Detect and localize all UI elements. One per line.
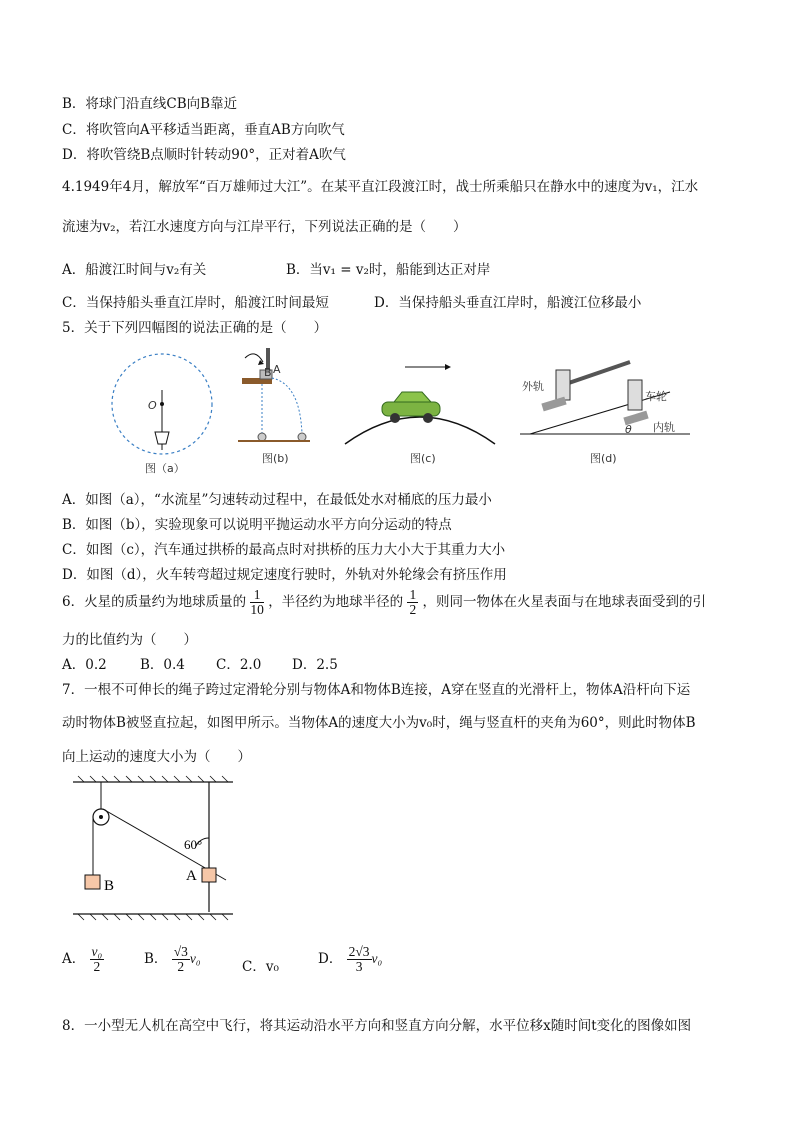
q4-option-a: A．船渡江时间与v₂有关	[62, 262, 207, 278]
angle-label: 60°	[184, 837, 203, 852]
q7-option-b-label: B．	[144, 951, 168, 967]
q6-fraction-mass-numerator: 1	[250, 588, 264, 603]
q6-stem-line2: 力的比值约为（ ）	[62, 632, 197, 648]
q5-option-c: C．如图（c），汽车通过拱桥的最高点时对拱桥的压力大小大于其重力大小	[62, 542, 506, 558]
label-a-ball: A	[273, 363, 281, 376]
q7-option-d-numerator: 2√3	[348, 944, 370, 959]
q7-option-a-label: A．	[62, 951, 86, 967]
q4-stem-line1: 4.1949年4月，解放军“百万雄师过大江”。在某平直江段渡江时，战士所乘船只在静水中的速度为v₁，江水	[62, 179, 699, 195]
q6-stem-c: ，则同一物体在火星表面与在地球表面受到的引	[422, 594, 707, 610]
q7-stem-line1: 7．一根不可伸长的绳子跨过定滑轮分别与物体A和物体B连接，A穿在竖直的光滑杆上，物体A沿杆向下运	[62, 682, 691, 698]
q7-option-d	[318, 945, 382, 974]
q6-fraction-radius-numerator: 1	[409, 587, 417, 602]
q3-option-b: B．将球门沿直线CB向B靠近	[62, 96, 238, 112]
caption-fig-a: 图（a）	[145, 462, 185, 475]
q7-option-b-fraction	[172, 945, 190, 974]
caption-fig-c: 图(c)	[410, 452, 436, 465]
label-inner-rail: 内轨	[653, 421, 675, 434]
q5-figures	[110, 340, 700, 475]
q8-stem: 8．一小型无人机在高空中飞行，将其运动沿水平方向和竖直方向分解，水平位移x随时间t变化的图像如图	[62, 1018, 692, 1034]
caption-fig-b: 图(b)	[262, 452, 289, 465]
q4-option-d: D．当保持船头垂直江岸时，船渡江位移最小	[374, 295, 642, 311]
q7-stem-line3: 向上运动的速度大小为（ ）	[62, 749, 251, 765]
label-outer-rail: 外轨	[522, 380, 544, 393]
label-b: B	[104, 878, 115, 894]
q7-option-a-fraction	[90, 945, 105, 974]
q7-option-b-denominator: 2	[177, 959, 185, 974]
q7-option-b-tail: v₀	[189, 951, 201, 966]
q4-stem-line2: 流速为v₂，若江水速度方向与江岸平行，下列说法正确的是（ ）	[62, 219, 467, 235]
label-b-ball: B	[264, 366, 272, 379]
q7-option-b-numerator: √3	[173, 944, 188, 959]
label-a: A	[186, 868, 197, 884]
figure-a-water-meteor	[112, 354, 212, 475]
q6-fraction-mass-denominator: 10	[250, 602, 264, 617]
q4-option-c: C．当保持船头垂直江岸时，船渡江时间最短	[62, 295, 329, 311]
q7-option-d-label: D．	[318, 951, 343, 967]
q6-option-d: D．2.5	[292, 657, 338, 673]
q7-pulley-diagram	[68, 772, 238, 922]
label-o: O	[148, 399, 157, 412]
q5-stem: 5．关于下列四幅图的说法正确的是（ ）	[62, 320, 328, 336]
q6-option-a: A．0.2	[62, 657, 107, 673]
q7-option-c: C．v₀	[242, 959, 279, 975]
q6-option-b: B．0.4	[140, 657, 185, 673]
label-theta: θ	[625, 423, 632, 436]
q7-option-a-numerator: v₀	[91, 944, 103, 959]
q5-option-d: D．如图（d），火车转弯超过规定速度行驶时，外轨对外轮缘会有挤压作用	[62, 567, 507, 583]
q5-option-b: B．如图（b），实验现象可以说明平抛运动水平方向分运动的特点	[62, 517, 452, 533]
q7-option-d-tail: v₀	[371, 951, 383, 966]
q7-option-a	[62, 945, 104, 974]
figure-d-train-on-curve	[520, 362, 690, 465]
q7-option-d-denominator: 3	[355, 959, 363, 974]
q5-option-a: A．如图（a），“水流星”匀速转动过程中，在最低处水对桶底的压力最小	[62, 492, 492, 508]
q6-option-c: C．2.0	[216, 657, 262, 673]
figure-b-projectile-apparatus	[238, 348, 310, 465]
q7-option-b	[144, 945, 201, 974]
q6-fraction-radius	[407, 588, 418, 617]
q3-option-d: D．将吹管绕B点顺时针转动90°，正对着A吹气	[62, 147, 346, 163]
q6-stem-a: 6．火星的质量约为地球质量的	[62, 594, 247, 610]
q6-fraction-mass	[250, 588, 264, 617]
q7-option-d-fraction	[347, 945, 372, 974]
q7-option-a-denominator: 2	[93, 959, 101, 974]
q7-stem-line2: 动时物体B被竖直拉起，如图甲所示。当物体A的速度大小为v₀时，绳与竖直杆的夹角为60°，则此时物体B	[62, 715, 696, 731]
q6-stem-b: ，半径约为地球半径的	[268, 594, 404, 610]
q4-option-b: B．当v₁ = v₂时，船能到达正对岸	[286, 262, 491, 278]
q3-option-c: C．将吹管向A平移适当距离，垂直AB方向吹气	[62, 122, 345, 138]
q6-stem-line1	[62, 588, 706, 617]
label-wheel: 车轮	[645, 390, 667, 403]
q6-fraction-radius-denominator: 2	[409, 602, 417, 617]
figure-c-car-on-bridge	[345, 364, 495, 465]
caption-fig-d: 图(d)	[590, 452, 617, 465]
